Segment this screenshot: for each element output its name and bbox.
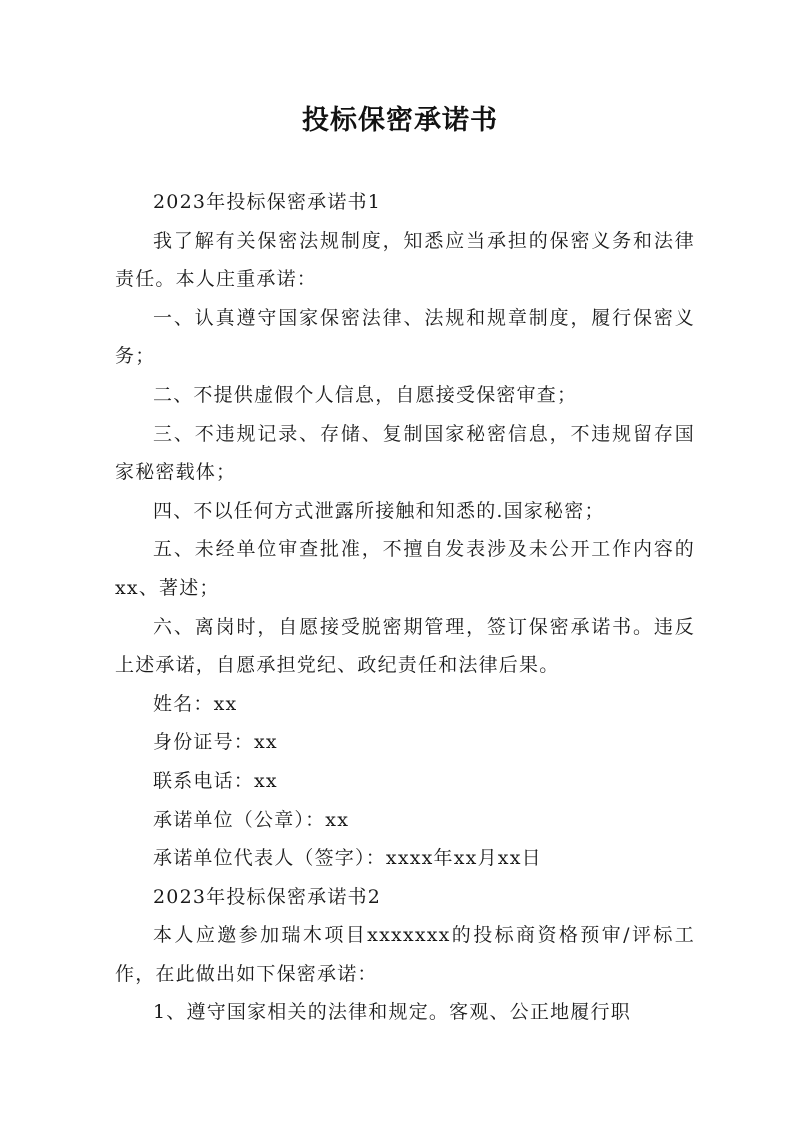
paragraph-item-2: 二、不提供虚假个人信息，自愿接受保密审查； <box>153 383 578 406</box>
section-heading-2: 2023年投标保密承诺书2 <box>153 885 382 908</box>
paragraph-item-1: 一、认真遵守国家保密法律、法规和规章制度，履行保密义务； <box>115 306 695 368</box>
field-name: 姓名：xx <box>153 692 238 715</box>
field-id-number: 身份证号：xx <box>153 731 278 754</box>
field-phone: 联系电话：xx <box>153 769 278 792</box>
document-title: 投标保密承诺书 <box>302 105 498 136</box>
paragraph-item-3: 三、不违规记录、存储、复制国家秘密信息，不违规留存国家秘密载体； <box>115 422 695 484</box>
paragraph-intro-2: 本人应邀参加瑞木项目xxxxxxx的投标商资格预审/评标工作，在此做出如下保密承诺： <box>115 924 695 985</box>
document-body <box>115 183 695 1032</box>
paragraph-item-6: 六、离岗时，自愿接受脱密期管理，签订保密承诺书。违反上述承诺，自愿承担党纪、政纪责任和法律后果。 <box>115 615 695 677</box>
paragraph-item-5: 五、未经单位审查批准，不擅自发表涉及未公开工作内容的xx、著述； <box>115 538 695 599</box>
paragraph-item-2-1: 1、遵守国家相关的法律和规定。客观、公正地履行职 <box>153 1001 631 1024</box>
paragraph-intro: 我了解有关保密法规制度，知悉应当承担的保密义务和法律责任。本人庄重承诺： <box>115 229 695 291</box>
field-representative-signature: 承诺单位代表人（签字）：xxxx年xx月xx日 <box>153 847 542 870</box>
field-unit-seal: 承诺单位（公章）：xx <box>153 808 350 831</box>
paragraph-item-4: 四、不以任何方式泄露所接触和知悉的.国家秘密； <box>153 499 605 522</box>
section-heading-1: 2023年投标保密承诺书1 <box>153 191 382 213</box>
